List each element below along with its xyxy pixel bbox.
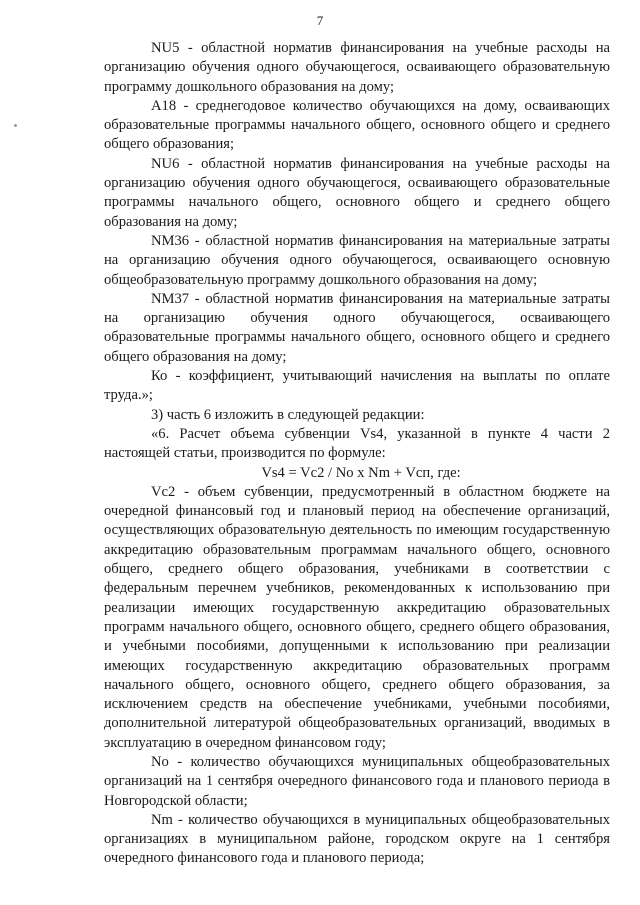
paragraph-ko: Ко - коэффициент, учитывающий начисления на выплаты по оплате труда.»; — [104, 368, 610, 404]
paragraph-nu5: NU5 - областной норматив финансирования на учебные расходы на организацию обучения одного обучающегося, осваивающего образовательную программу дошкольного образования на дому; — [104, 40, 610, 95]
paragraph-no: Nо - количество обучающихся муниципальных общеобразовательных организаций на 1 сентября очередного финансового года и планового периода в Новгородской области; — [104, 753, 610, 809]
paragraph-nm37: NM37 - областной норматив финансирования на материальные затраты на организацию обучения одного обучающегося, осваивающего образовательные программы начального общего, основного общего и среднего общего образования на дому; — [104, 290, 610, 365]
paragraph-amendment: 3) часть 6 изложить в следующей редакции: — [151, 406, 425, 423]
paragraph-part6: «6. Расчет объема субвенции Vs4, указанной в пункте 4 части 2 настоящей статьи, производится по формуле: — [104, 425, 610, 462]
paragraph-a18: A18 - среднегодовое количество обучающихся на дому, осваивающих образовательные программы начального общего, основного общего и среднего общего образования; — [104, 97, 610, 153]
margin-mark — [14, 124, 17, 127]
page-number: 7 — [316, 13, 324, 28]
document-body — [104, 39, 610, 869]
paragraph-vc2: Vс2 - объем субвенции, предусмотренный в областном бюджете на очередной финансовый год и плановый период на обеспечение организаций, осуществляющих образовательную деятельность по имеющим государственную аккредитацию образовательным программам начального общего, основного общего, среднего общего образования, учебниками в соответствии с федеральным перечнем учебников, рекомендованных к использованию при реализации имеющих государственную аккредитацию образовательных программ начального общего, основного общего, среднего общего образования, и учебными пособиями, допущенными к использованию при реализации имеющих государственную аккредитацию образовательных программ начального общего, основного общего, среднего общего образования, за исключением средств на обеспечение учебниками, учебными пособиями, дополнительной литературой общеобразовательных организаций, вводимых в эксплуатацию в очередном финансовом году; — [104, 483, 610, 751]
paragraph-nm36: NM36 - областной норматив финансирования на материальные затраты на организацию обучения одного обучающегося, осваивающего основную общеобразовательную программу дошкольного образования на дому; — [104, 232, 610, 288]
paragraph-nu6: NU6 - областной норматив финансирования на учебные расходы на организацию обучения одного обучающегося, осваивающего образовательные программы начального общего, основного общего и среднего общего образования на дому; — [104, 155, 610, 230]
formula: Vs4 = Vс2 / Nо x Nm + Vсп, где: — [261, 464, 461, 481]
paragraph-nm: Nm - количество обучающихся в муниципальных общеобразовательных организациях в муниципальном районе, городском округе на 1 сентября очередного финансового года и планового периода; — [104, 811, 610, 867]
